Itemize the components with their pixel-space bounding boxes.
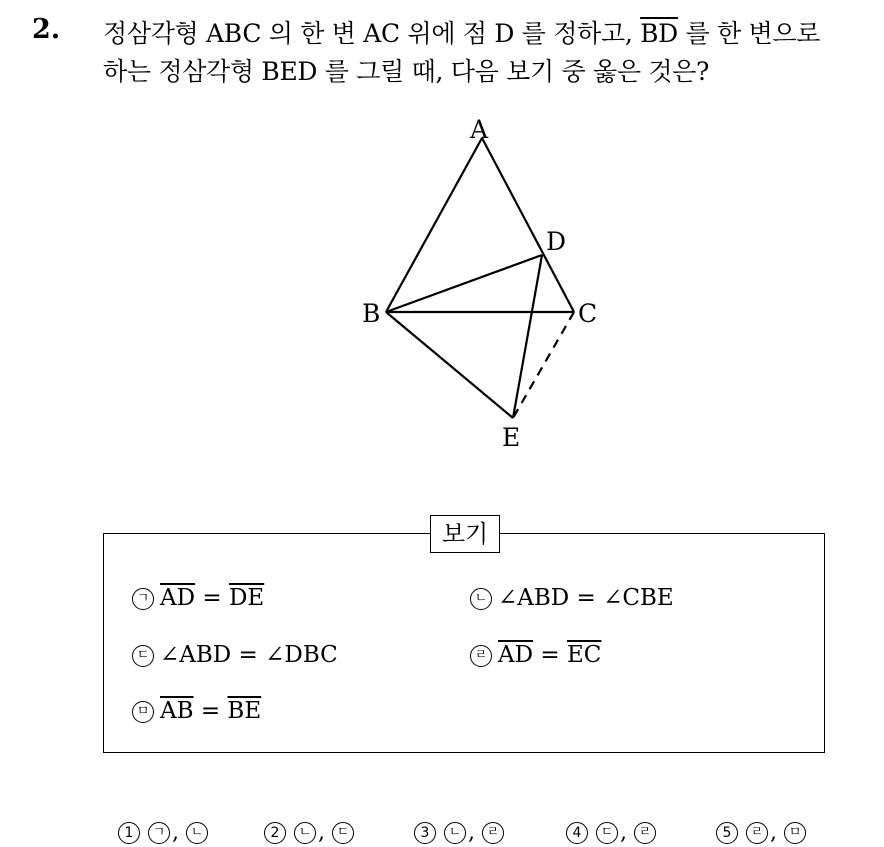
choice-number: 5 [716,822,738,844]
marker-digeut: ㄷ [132,645,154,667]
answer-choice-5[interactable]: 5 ㄹ , ㅁ [716,820,808,845]
label-d: D [546,227,567,256]
marker-rieul: ㄹ [470,645,492,667]
bogi-item-1 [132,585,264,611]
marker-mieum: ㅁ [132,701,154,723]
answer-choice-4[interactable]: 4 ㄷ , ㄹ [566,820,658,845]
choice-marker: ㄷ [596,822,618,844]
segment-de [513,255,542,418]
item-lhs: $\overline{AD}$ [498,642,534,668]
marker-nieun: ㄴ [470,588,492,610]
label-b: B [362,299,381,328]
item-lhs: $\overline{AB}$ [160,698,194,724]
bogi-item-3 [132,642,338,668]
choice-marker: ㄹ [634,822,656,844]
triangle-figure [340,110,630,455]
question-line-2: 하는 정삼각형 BED 를 그릴 때, 다음 보기 중 옳은 것은? [103,57,710,86]
choice-number: 1 [118,822,140,844]
answer-choice-3[interactable]: 3 ㄴ , ㄹ [414,820,506,845]
label-a: A [470,115,489,144]
item-op: = [533,642,567,668]
choice-marker: ㄴ [294,822,316,844]
segment-ab [386,138,482,312]
item-lhs: $\overline{AD}$ [160,585,196,611]
marker-giyeok: ㄱ [132,588,154,610]
choice-number: 3 [414,822,436,844]
question-text-1a: 정삼각형 ABC 의 한 변 AC 위에 점 D 를 정하고, [103,19,641,48]
item-op: = [231,642,266,668]
item-lhs: ∠ABD [160,642,232,668]
question-line-1 [103,14,820,50]
question-number: 2. [32,14,61,45]
choice-number: 4 [566,822,588,844]
answer-choice-2[interactable]: 2 ㄴ , ㄷ [264,820,356,845]
choice-marker: ㄷ [332,822,354,844]
bogi-title: 보기 [430,515,500,553]
item-rhs: $\overline{EC}$ [566,642,602,668]
item-lhs: ∠ABD [498,585,570,611]
label-c: C [578,299,598,328]
bogi-item-2 [470,585,674,611]
bogi-item-4 [470,642,601,668]
item-rhs: $\overline{DE}$ [228,585,265,611]
choice-marker: ㄴ [444,822,466,844]
segment-bd: $\overline{BD}$ [640,19,678,48]
segment-be [386,312,513,418]
answer-choice-1[interactable]: 1 ㄱ , ㄴ [118,820,210,845]
item-op: = [569,585,604,611]
item-op: = [193,698,228,724]
choice-marker: ㄹ [482,822,504,844]
segment-bd-line [386,255,542,312]
item-rhs: ∠DBC [265,642,338,668]
segment-ac [482,138,574,312]
choice-marker: ㄱ [148,822,170,844]
item-op: = [195,585,229,611]
label-e: E [502,423,521,452]
item-rhs: $\overline{BE}$ [227,698,262,724]
choice-marker: ㄹ [746,822,768,844]
bogi-item-5 [132,698,261,724]
choice-marker: ㅁ [784,822,806,844]
choice-marker: ㄴ [186,822,208,844]
choice-number: 2 [264,822,286,844]
question-text-1b: 를 한 변으로 [677,19,821,48]
item-rhs: ∠CBE [603,585,674,611]
